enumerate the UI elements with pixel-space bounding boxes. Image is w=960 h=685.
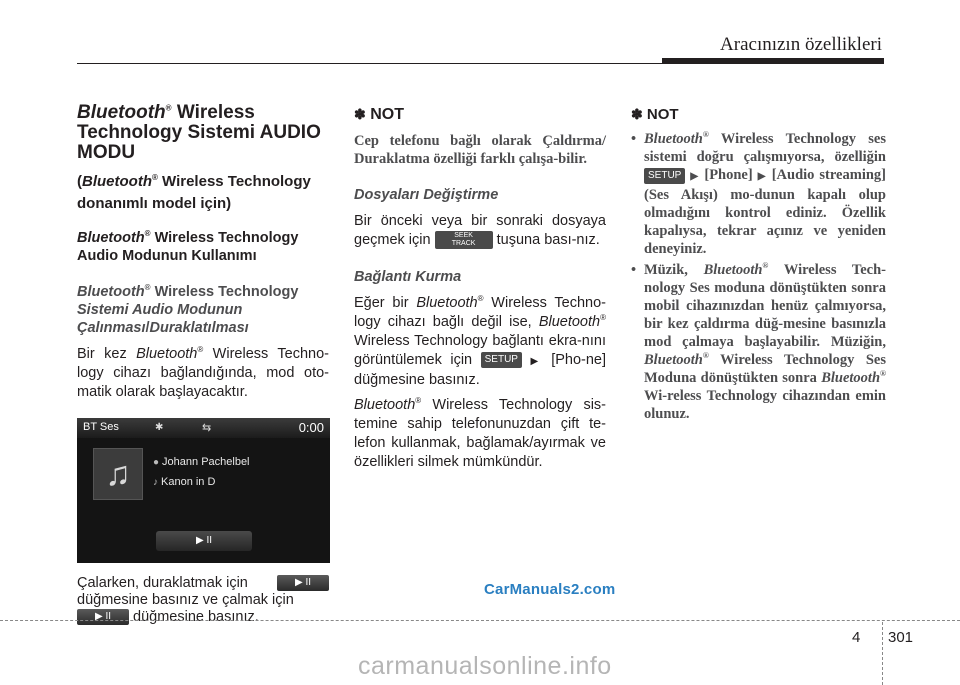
bluetooth-icon: ✱ (155, 422, 164, 433)
note-title: ✽ NOT (354, 106, 404, 123)
list-item: • Müzik, Bluetooth® Wireless Tech-nology Ses moduna dönüştükten sonra mobil cihazınızdan henüz çalmıyorsa, bir kez çaldırma düğ-mesine basınızla mod çalmaya başlayabilir. Müziğin, Bluetooth® Wireless Technology Ses Moduna dönüştükten sonra Bluetooth® Wi-reless Technology cihazından emin olunuz. (631, 261, 886, 423)
play-pause-button[interactable]: ▶ II (77, 609, 129, 625)
column-left (77, 103, 329, 626)
page-number: 301 (888, 629, 914, 646)
connect-heading: Bağlantı Kurma (354, 269, 462, 285)
arrow-right-icon: ▶ (690, 171, 700, 182)
music-note-icon: ♫ (93, 448, 143, 500)
section-title: Bluetooth® Wireless Technology Sistemi AUDIO MODU (77, 102, 321, 163)
screen-time: 0:00 (298, 420, 324, 435)
artist-line: ● Johann Pachelbel (153, 456, 250, 468)
connect-paragraph: Eğer bir Bluetooth® Wireless Techno-logy cihazı bağlı değil ise, Bluetooth® Wireless Technology bağlantı ekra-nını görüntülemek için SETUP ▶ [Pho-ne] düğmesine basınız. (354, 294, 607, 388)
chapter-number: 4 (852, 629, 861, 646)
column-middle (354, 103, 606, 472)
page-separator (882, 622, 883, 685)
note-list (631, 130, 886, 423)
play-pause-heading: Bluetooth® Wireless Technology Sistemi Audio Modunun Çalınması/Duraklatılması (77, 283, 299, 336)
header-title: Aracınızın özellikleri (720, 34, 882, 55)
track-line: ♪ Kanon in D (153, 476, 216, 488)
footer-rule (0, 620, 960, 621)
header-rule-accent (662, 58, 884, 64)
setup-button[interactable]: SETUP (644, 168, 685, 184)
change-files-heading: Dosyaları Değiştirme (354, 187, 499, 203)
model-subtitle: (Bluetooth® Wireless Technology donanımlı model için) (77, 173, 311, 212)
screen-source-label: BT Ses (83, 421, 119, 433)
play-pause-paragraph: Çalarken, duraklatmak için ▶ II düğmesine basınız ve çalmak için ▶ II düğmesine basınız. (77, 575, 329, 626)
usage-heading: Bluetooth® Wireless Technology Audio Modunun Kullanımı (77, 229, 299, 264)
track-icon: ♪ (153, 477, 158, 488)
note-title: ✽ NOT (631, 106, 679, 123)
arrow-right-icon: ▶ (757, 171, 767, 182)
note-text: Cep telefonu bağlı olarak Çaldırma/ Duraklatma özelliği farklı çalışa-bilir. (354, 133, 606, 167)
change-files-paragraph: Bir önceki veya bir sonraki dosyaya geçmek için SEEK TRACK tuşuna bası-nız. (354, 213, 606, 248)
site-watermark: carmanualsonline.info (358, 652, 612, 680)
bt-audio-screen (77, 418, 330, 563)
column-right (631, 103, 886, 423)
person-icon: ● (153, 457, 160, 468)
watermark-text: CarManuals2.com (484, 581, 616, 598)
arrow-right-icon: ▶ (530, 356, 543, 367)
seek-track-button[interactable]: SEEK TRACK (435, 231, 493, 249)
note-star-icon: ✽ (631, 106, 643, 122)
connect-paragraph-2: Bluetooth® Wireless Technology sis-temine sahip telefonunuzdan çift te-lefon kullanmak, bağlamak/ayırmak ve özellikleri silmek mümkündür. (354, 396, 606, 470)
play-pause-button[interactable]: ▶ II (277, 575, 329, 591)
header-rule (77, 63, 662, 64)
setup-button[interactable]: SETUP (481, 352, 522, 368)
play-pause-control[interactable]: ▶ II (156, 531, 252, 551)
list-item: • Bluetooth® Wireless Technology ses sistemi doğru çalışmıyorsa, özelliğin SETUP ▶ [Phone] ▶ [Audio streaming] (Ses Akışı) mo-dunun kapalı olup olmadığını kontrol ediniz. Özellik kapalıysa, tekrar açınız ve yeniden deneyiniz. (631, 130, 886, 258)
note-star-icon: ✽ (354, 106, 366, 122)
intro-paragraph: Bir kez Bluetooth® Wireless Techno-logy cihazı bağlandığında, mod oto-matik olarak başlayacaktır. (77, 345, 329, 400)
usb-icon: ⇆ (202, 422, 212, 434)
